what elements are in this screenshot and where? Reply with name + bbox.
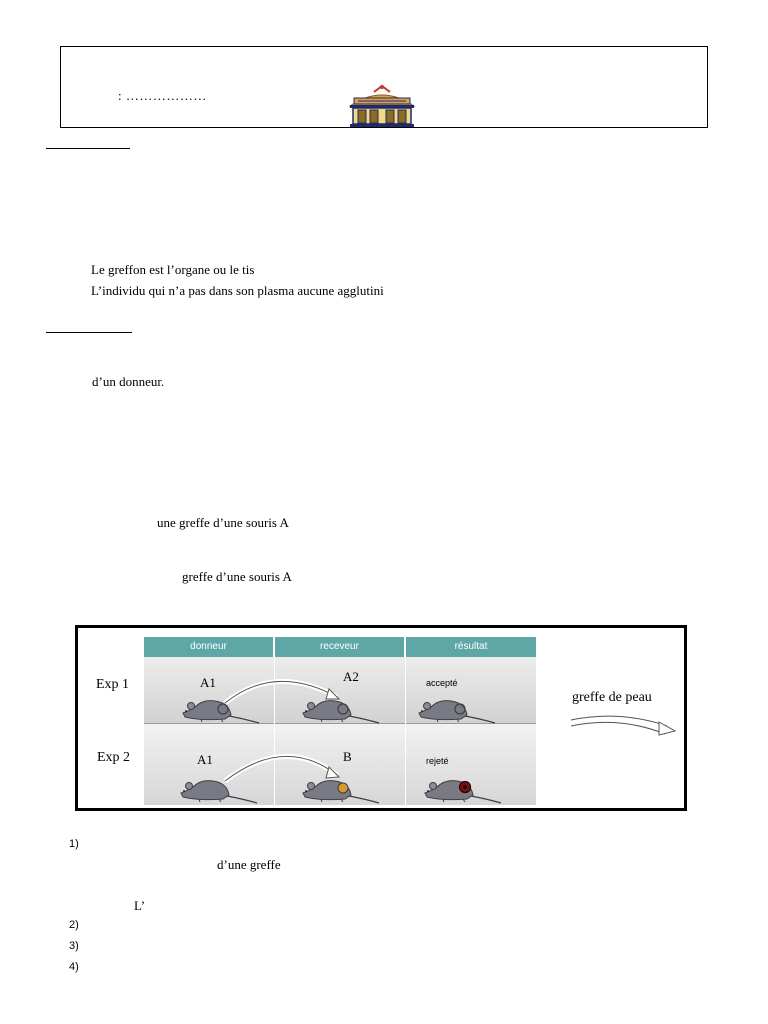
figure-drawing [75, 625, 687, 811]
recipient-label-exp1: A2 [343, 669, 359, 684]
question-4-number: 4) [69, 961, 79, 973]
exp1-label: Exp 1 [96, 677, 130, 692]
donneur-line: d’un donneur. [92, 374, 165, 389]
mouse-result-exp1 [419, 701, 495, 723]
legend-label: greffe de peau [572, 690, 652, 705]
section-title-underline [46, 332, 132, 333]
definition-greffon: Le greffon est l’organe ou le tis [91, 262, 255, 277]
question-3-number: 3) [69, 940, 79, 952]
name-field: : ……………… [118, 88, 207, 103]
section-title-underline [46, 148, 130, 149]
header-donneur: donneur [144, 637, 273, 657]
donor-label-exp2: A1 [197, 752, 213, 767]
question-1-subtext: L’ [134, 898, 146, 913]
greffe-line-1: une greffe d’une souris A [157, 515, 289, 530]
definition-individu: L’individu qui n’a pas dans son plasma aucune agglutini [91, 283, 384, 298]
question-2-number: 2) [69, 919, 79, 931]
header-receveur: receveur [275, 637, 404, 657]
question-1-number: 1) [69, 838, 79, 850]
donor-label-exp1: A1 [200, 675, 216, 690]
header-resultat: résultat [406, 637, 536, 657]
transfer-arrow-exp2 [225, 756, 337, 781]
mouse-donor-exp2 [181, 781, 257, 803]
question-1-text: d’une greffe [217, 857, 281, 872]
school-logo [344, 82, 420, 128]
exp2-label: Exp 2 [97, 750, 131, 765]
result-label-exp1: accepté [426, 678, 458, 688]
graft-site-exp2-recipient [338, 783, 348, 793]
recipient-label-exp2: B [343, 749, 352, 764]
result-label-exp2: rejeté [426, 756, 449, 766]
legend-arrow [571, 719, 671, 731]
greffe-line-2: greffe d’une souris A [182, 569, 292, 584]
